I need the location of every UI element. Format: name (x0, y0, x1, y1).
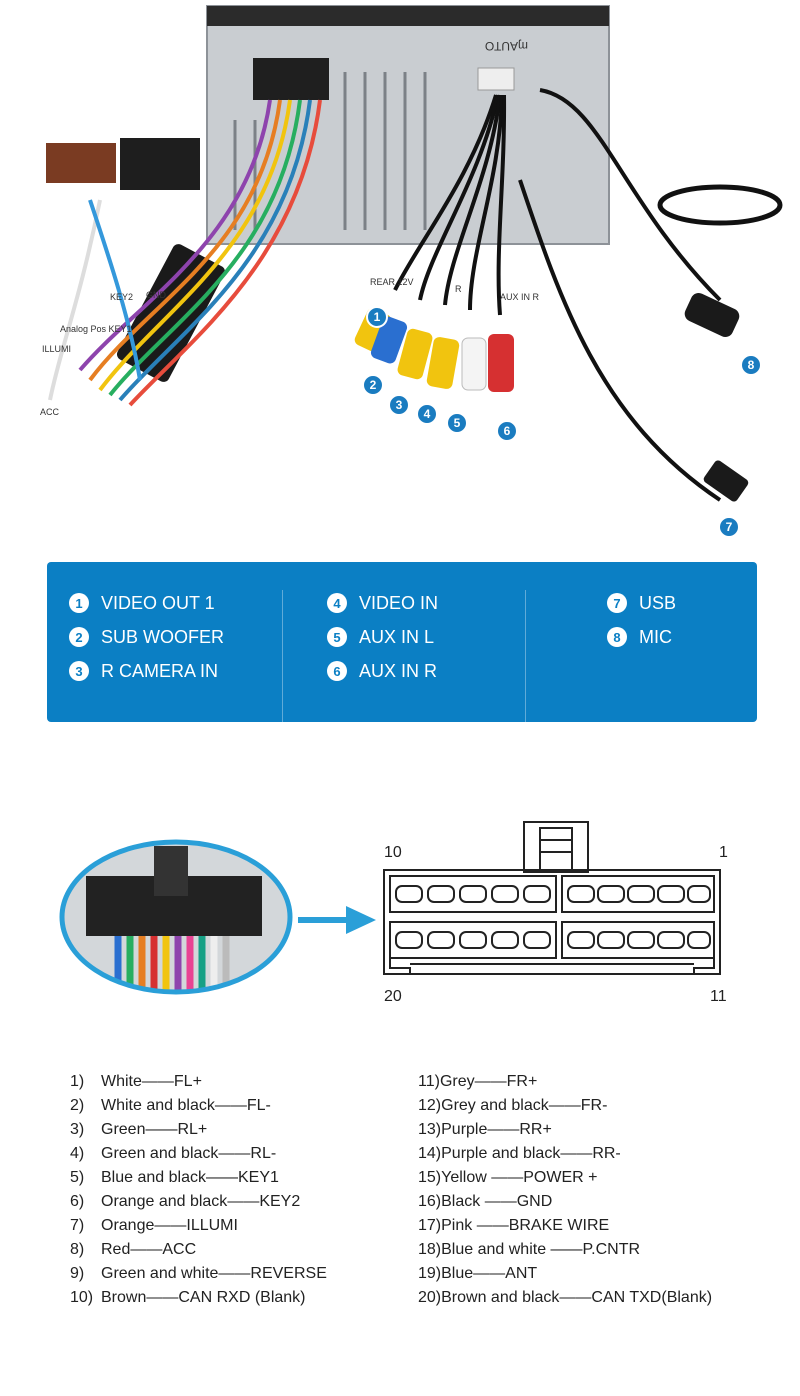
signal-name: CAN RXD (Blank) (178, 1289, 306, 1306)
dash: —— (141, 1073, 174, 1090)
dash: —— (559, 1289, 592, 1306)
pin-number: 9) (70, 1265, 85, 1282)
wire-color: Green and black (101, 1145, 219, 1162)
pin-number: 7) (70, 1217, 85, 1234)
wire-tag: REAR 12V (370, 277, 414, 287)
dash: —— (487, 1121, 520, 1138)
signal-name: FL- (246, 1097, 271, 1114)
wire-color: Yellow (441, 1169, 492, 1186)
signal-name: ANT (505, 1265, 538, 1282)
rca-connector-plug (478, 68, 514, 90)
callout-7: 7 (718, 516, 740, 538)
iso-plug-black (120, 138, 200, 190)
pinout-row (418, 1070, 712, 1094)
pinout-list-right (418, 1070, 712, 1310)
wire-color: Green (101, 1121, 146, 1138)
signal-name: REVERSE (250, 1265, 327, 1282)
pin-label-11: 11 (710, 988, 727, 1005)
wire-color: Brown and black (441, 1289, 560, 1306)
pinout-row (418, 1214, 712, 1238)
mic-cable-coil (660, 187, 780, 223)
pin-number: 1) (70, 1073, 85, 1090)
wire-color: Blue and black (101, 1169, 206, 1186)
legend-item (327, 654, 438, 688)
pinout-row (70, 1286, 327, 1310)
dash: —— (484, 1193, 517, 1210)
dash: —— (474, 1073, 507, 1090)
wire-tag: KEY2 (110, 292, 134, 302)
pinout-row (418, 1190, 712, 1214)
legend-label: VIDEO OUT 1 (101, 592, 215, 613)
signal-name: FR+ (506, 1073, 538, 1090)
pin-number: 14) (418, 1145, 442, 1162)
legend-column-3 (607, 586, 676, 654)
dash: —— (154, 1217, 187, 1234)
harness-illustration (0, 0, 800, 550)
pinout-row (70, 1070, 327, 1094)
pin-number: 16) (418, 1193, 442, 1210)
wire-color: Orange (101, 1217, 155, 1234)
legend-label: AUX IN R (359, 660, 438, 681)
wire-color: Purple and black (441, 1145, 561, 1162)
pin-number: 4) (70, 1145, 85, 1162)
pin-number: 3) (70, 1121, 85, 1138)
pin-number: 12) (418, 1097, 442, 1114)
dash: —— (214, 1097, 247, 1114)
legend-column-2 (327, 586, 438, 688)
pinout-row (70, 1214, 327, 1238)
callout-5: 5 (446, 412, 468, 434)
pin-number: 13) (418, 1121, 442, 1138)
pinout-row (70, 1094, 327, 1118)
signal-name: GND (516, 1193, 553, 1210)
callout-8: 8 (740, 354, 762, 376)
pin-number: 18) (418, 1241, 442, 1258)
pinout-row (418, 1142, 712, 1166)
signal-name: ACC (162, 1241, 197, 1258)
wiring-harness-photo (0, 0, 800, 550)
iso-plug-brown (46, 143, 116, 183)
legend-number: 8 (607, 627, 627, 647)
pinout-row (70, 1190, 327, 1214)
pin-number: 6) (70, 1193, 85, 1210)
signal-name: FR- (580, 1097, 608, 1114)
connector-zoom-photo (58, 838, 294, 996)
pin-number: 20) (418, 1289, 442, 1306)
dash: —— (550, 1241, 583, 1258)
legend-item (327, 586, 438, 620)
wire-color: Green and white (101, 1265, 219, 1282)
wire-color: Pink (441, 1217, 477, 1234)
legend-label: MIC (639, 626, 672, 647)
legend-number: 7 (607, 593, 627, 613)
callout-1: 1 (366, 306, 388, 328)
legend-item (607, 586, 676, 620)
dash: —— (145, 1121, 178, 1138)
pinout-row (418, 1118, 712, 1142)
wire-color: Grey and black (441, 1097, 549, 1114)
pin-number: 5) (70, 1169, 85, 1186)
wire-color: Brown (101, 1289, 147, 1306)
pinout-row (70, 1142, 327, 1166)
legend-item (69, 586, 224, 620)
wire-tag: ACC (40, 407, 60, 417)
dash: —— (560, 1145, 593, 1162)
pinout-row (70, 1166, 327, 1190)
legend-label: VIDEO IN (359, 592, 439, 613)
mic-body (682, 290, 742, 339)
legend-label: USB (639, 592, 677, 613)
dash: —— (146, 1289, 179, 1306)
signal-name: RL- (250, 1145, 277, 1162)
pinout-row (418, 1286, 712, 1310)
pin-number: 8) (70, 1241, 85, 1258)
pinout-row (70, 1262, 327, 1286)
dash: —— (218, 1265, 251, 1282)
signal-name: FL+ (173, 1073, 202, 1090)
signal-name: RR+ (519, 1121, 552, 1138)
pinout-row (418, 1166, 712, 1190)
wire-color: White and black (101, 1097, 215, 1114)
wire-tag: Analog Pos KEY1 (60, 324, 132, 334)
pin-number: 17) (418, 1217, 442, 1234)
pin-label-20: 20 (384, 988, 402, 1005)
usb-connector (702, 459, 750, 503)
callout-6: 6 (496, 420, 518, 442)
zoom-illustration (58, 838, 294, 996)
legend-label: SUB WOOFER (101, 626, 225, 647)
dash: —— (227, 1193, 260, 1210)
wire-color: Orange and black (101, 1193, 228, 1210)
connector-outline (376, 820, 736, 1010)
dash: —— (473, 1265, 506, 1282)
wire-tag: R (455, 284, 462, 294)
pin-number: 19) (418, 1265, 442, 1282)
legend-divider (282, 590, 283, 722)
legend-item (69, 654, 224, 688)
legend-number: 4 (327, 593, 347, 613)
pinout-row (70, 1238, 327, 1262)
pinout-row (418, 1262, 712, 1286)
legend-number: 2 (69, 627, 89, 647)
wire-tag: ILLUMI (42, 344, 72, 354)
signal-name: ILLUMI (186, 1217, 238, 1234)
legend-panel (47, 562, 757, 722)
legend-number: 3 (69, 661, 89, 681)
legend-item (327, 620, 438, 654)
legend-divider (525, 590, 526, 722)
wire-color: Purple (441, 1121, 488, 1138)
callout-4: 4 (416, 403, 438, 425)
dash: —— (130, 1241, 163, 1258)
signal-name: KEY2 (259, 1193, 301, 1210)
legend-label: AUX IN L (359, 626, 435, 647)
pin-label-1: 1 (719, 844, 728, 861)
wire-tag: AUX IN R (500, 292, 540, 302)
pinout-row (70, 1118, 327, 1142)
signal-name: P.CNTR (582, 1241, 641, 1258)
legend-number: 6 (327, 661, 347, 681)
pinout-row (418, 1094, 712, 1118)
legend-number: 5 (327, 627, 347, 647)
legend-column-1 (69, 586, 224, 688)
pinout-list-left (70, 1070, 327, 1310)
signal-name: RR- (592, 1145, 621, 1162)
wire-color: Black (441, 1193, 485, 1210)
wire-color: Red (101, 1241, 131, 1258)
signal-name: BRAKE WIRE (508, 1217, 610, 1234)
brand-logo: ɱAUTO (484, 39, 528, 53)
pin-cavities (396, 886, 710, 948)
wire-color: Blue and white (441, 1241, 551, 1258)
signal-name: POWER + (523, 1169, 598, 1186)
legend-label: R CAMERA IN (101, 660, 219, 681)
wire-color: Blue (441, 1265, 474, 1282)
pin-number: 15) (418, 1169, 442, 1186)
callout-3: 3 (388, 394, 410, 416)
arrow-icon (296, 902, 378, 938)
dash: —— (218, 1145, 251, 1162)
pin-number: 10) (70, 1289, 94, 1306)
pin-label-10: 10 (384, 844, 402, 861)
wire-tag: GND (146, 290, 166, 300)
wire-color: White (101, 1073, 142, 1090)
main-connector (253, 58, 329, 100)
signal-name: RL+ (177, 1121, 208, 1138)
legend-number: 1 (69, 593, 89, 613)
head-unit-top-edge (207, 6, 609, 26)
signal-name: KEY1 (237, 1169, 279, 1186)
legend-item (69, 620, 224, 654)
pin-number: 2) (70, 1097, 85, 1114)
signal-name: CAN TXD(Blank) (591, 1289, 713, 1306)
dash: —— (548, 1097, 581, 1114)
wire-color: Grey (439, 1073, 475, 1090)
callout-2: 2 (362, 374, 384, 396)
pin-number: 11) (418, 1073, 440, 1090)
dash: —— (476, 1217, 509, 1234)
pinout-row (418, 1238, 712, 1262)
legend-item (607, 620, 676, 654)
dash: —— (491, 1169, 524, 1186)
dash: —— (205, 1169, 238, 1186)
connector-diagram (376, 820, 736, 1010)
